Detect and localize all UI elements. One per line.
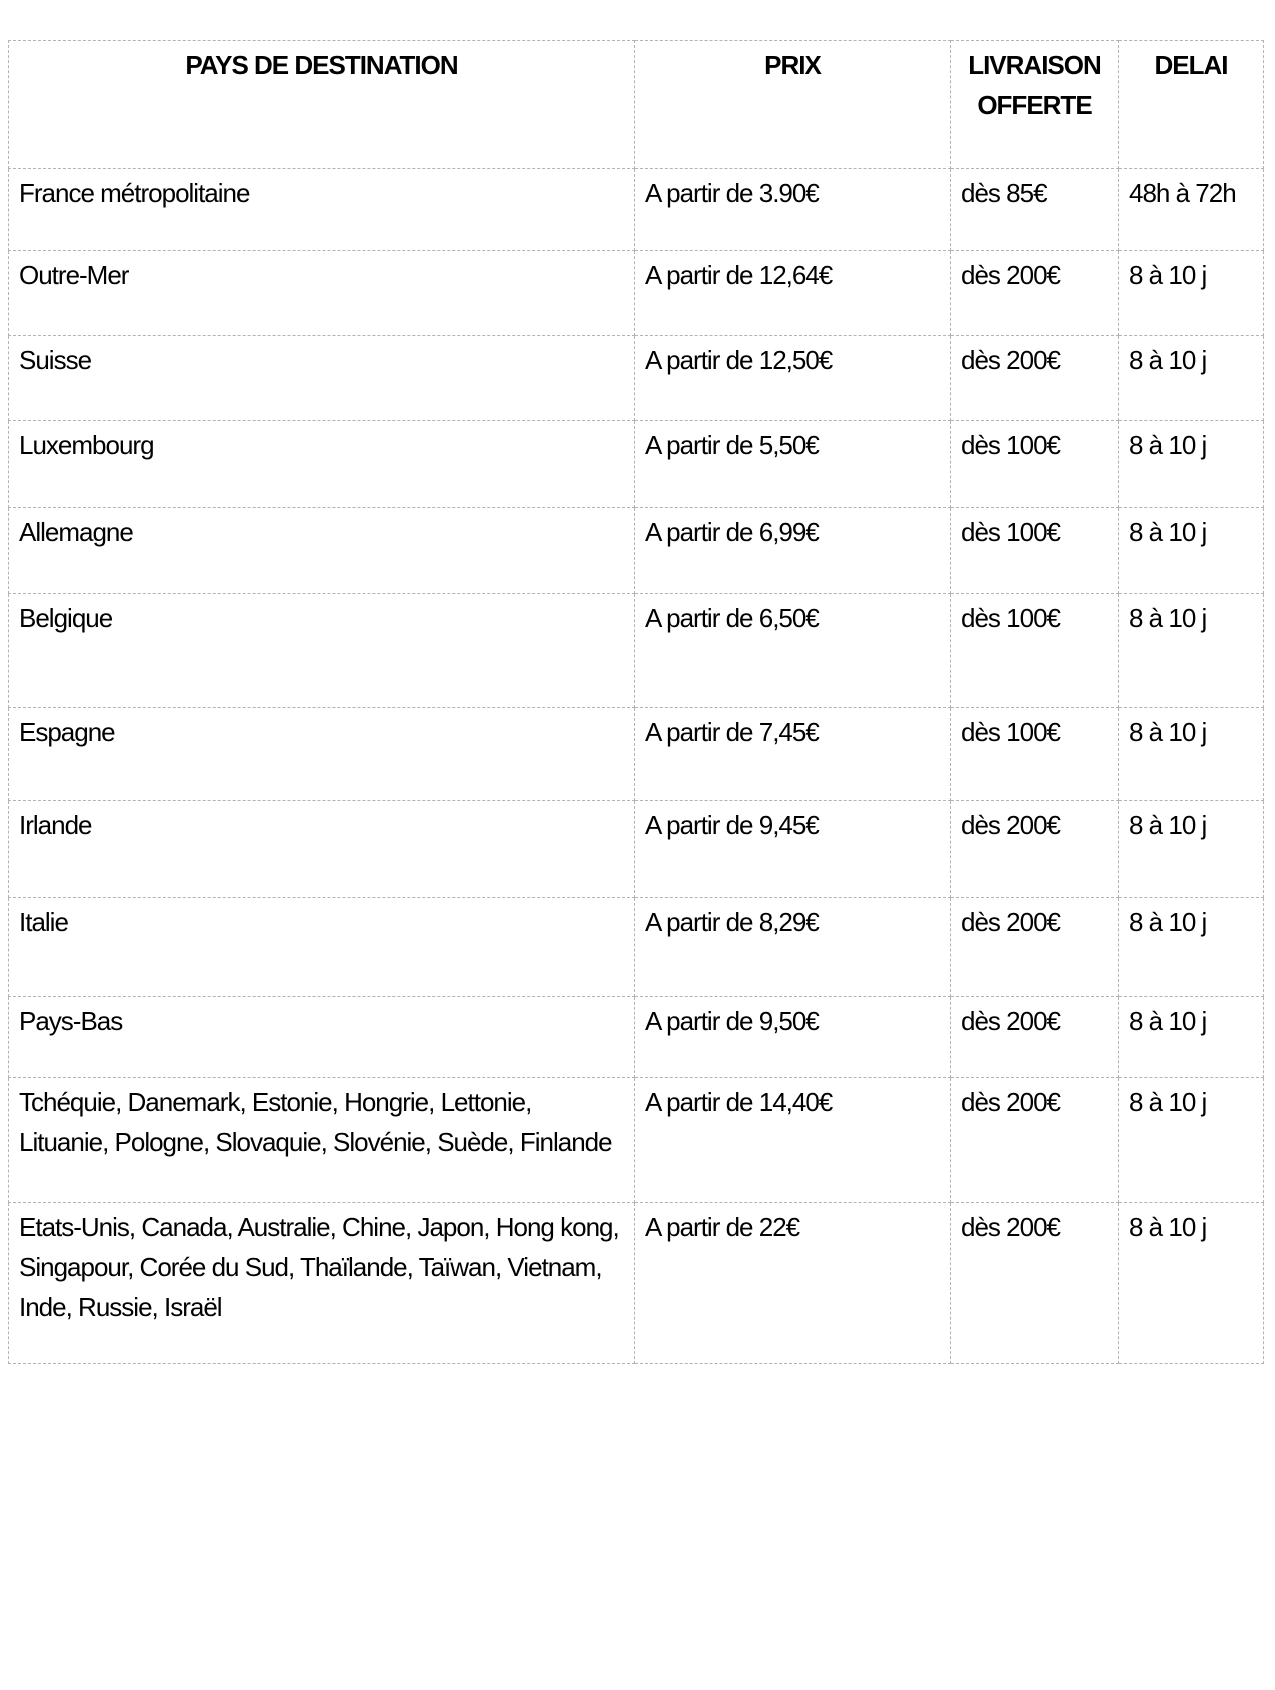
table-row bbox=[9, 898, 1264, 997]
cell-destination: Espagne bbox=[9, 708, 635, 801]
cell-destination: Luxembourg bbox=[9, 421, 635, 508]
cell-prix: A partir de 5,50€ bbox=[635, 421, 951, 508]
cell-livraison: dès 200€ bbox=[951, 801, 1119, 898]
cell-livraison: dès 100€ bbox=[951, 708, 1119, 801]
cell-delai: 8 à 10 j bbox=[1119, 708, 1264, 801]
cell-prix: A partir de 12,64€ bbox=[635, 251, 951, 336]
table-body bbox=[9, 169, 1264, 1364]
table-row bbox=[9, 508, 1264, 594]
cell-livraison: dès 200€ bbox=[951, 336, 1119, 421]
header-destination: PAYS DE DESTINATION bbox=[9, 41, 635, 169]
cell-delai: 8 à 10 j bbox=[1119, 898, 1264, 997]
cell-delai: 8 à 10 j bbox=[1119, 801, 1264, 898]
cell-destination: Pays-Bas bbox=[9, 997, 635, 1078]
cell-prix: A partir de 6,50€ bbox=[635, 594, 951, 708]
table-header bbox=[9, 41, 1264, 169]
cell-prix: A partir de 22€ bbox=[635, 1203, 951, 1364]
table-row bbox=[9, 801, 1264, 898]
cell-delai: 8 à 10 j bbox=[1119, 251, 1264, 336]
table-row bbox=[9, 251, 1264, 336]
cell-livraison: dès 100€ bbox=[951, 508, 1119, 594]
cell-destination: France métropolitaine bbox=[9, 169, 635, 251]
cell-prix: A partir de 7,45€ bbox=[635, 708, 951, 801]
cell-livraison: dès 200€ bbox=[951, 898, 1119, 997]
header-prix: PRIX bbox=[635, 41, 951, 169]
cell-destination: Allemagne bbox=[9, 508, 635, 594]
cell-destination: Outre-Mer bbox=[9, 251, 635, 336]
cell-livraison: dès 200€ bbox=[951, 1078, 1119, 1203]
table-row bbox=[9, 421, 1264, 508]
cell-destination: Irlande bbox=[9, 801, 635, 898]
table-row bbox=[9, 1203, 1264, 1364]
cell-prix: A partir de 9,45€ bbox=[635, 801, 951, 898]
table-row bbox=[9, 336, 1264, 421]
table-row bbox=[9, 1078, 1264, 1203]
cell-prix: A partir de 14,40€ bbox=[635, 1078, 951, 1203]
cell-destination: Belgique bbox=[9, 594, 635, 708]
cell-destination: Suisse bbox=[9, 336, 635, 421]
cell-delai: 8 à 10 j bbox=[1119, 594, 1264, 708]
cell-destination: Italie bbox=[9, 898, 635, 997]
cell-livraison: dès 200€ bbox=[951, 251, 1119, 336]
cell-livraison: dès 200€ bbox=[951, 997, 1119, 1078]
cell-destination: Etats-Unis, Canada, Australie, Chine, Japon, Hong kong, Singapour, Corée du Sud, Thaïlande, Taïwan, Vietnam, Inde, Russie, Israël bbox=[9, 1203, 635, 1364]
cell-prix: A partir de 12,50€ bbox=[635, 336, 951, 421]
cell-delai: 8 à 10 j bbox=[1119, 508, 1264, 594]
cell-delai: 48h à 72h bbox=[1119, 169, 1264, 251]
shipping-rates-table bbox=[8, 40, 1264, 1364]
cell-delai: 8 à 10 j bbox=[1119, 1078, 1264, 1203]
cell-livraison: dès 200€ bbox=[951, 1203, 1119, 1364]
cell-delai: 8 à 10 j bbox=[1119, 997, 1264, 1078]
table-row bbox=[9, 594, 1264, 708]
cell-delai: 8 à 10 j bbox=[1119, 1203, 1264, 1364]
cell-prix: A partir de 8,29€ bbox=[635, 898, 951, 997]
cell-livraison: dès 100€ bbox=[951, 594, 1119, 708]
table-row bbox=[9, 169, 1264, 251]
table-row bbox=[9, 997, 1264, 1078]
table-row bbox=[9, 708, 1264, 801]
table-header-row bbox=[9, 41, 1264, 169]
cell-delai: 8 à 10 j bbox=[1119, 421, 1264, 508]
header-livraison-offerte: LIVRAISON OFFERTE bbox=[951, 41, 1119, 169]
cell-prix: A partir de 6,99€ bbox=[635, 508, 951, 594]
header-delai: DELAI bbox=[1119, 41, 1264, 169]
cell-destination: Tchéquie, Danemark, Estonie, Hongrie, Lettonie, Lituanie, Pologne, Slovaquie, Slovénie, Suède, Finlande bbox=[9, 1078, 635, 1203]
cell-delai: 8 à 10 j bbox=[1119, 336, 1264, 421]
cell-livraison: dès 100€ bbox=[951, 421, 1119, 508]
cell-prix: A partir de 3.90€ bbox=[635, 169, 951, 251]
cell-prix: A partir de 9,50€ bbox=[635, 997, 951, 1078]
cell-livraison: dès 85€ bbox=[951, 169, 1119, 251]
